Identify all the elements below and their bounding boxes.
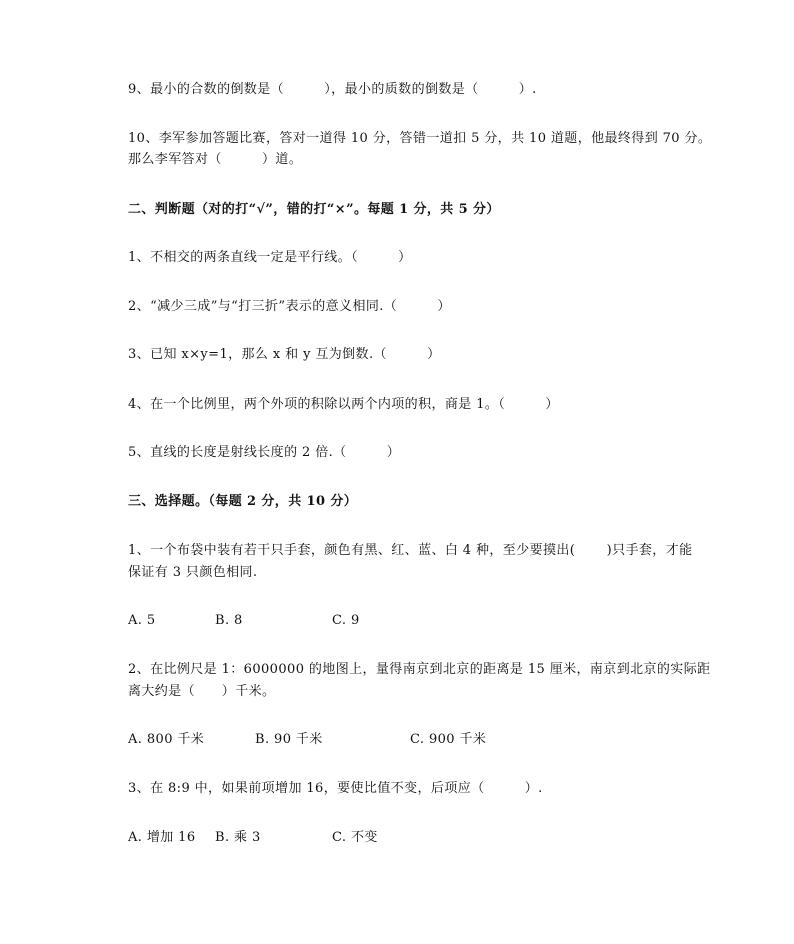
choice-q1-option-c: C. 9 [332, 613, 360, 628]
choice-q1-line-1: 1、一个布袋中装有若干只手套，颜色有黑、红、蓝、白 4 种，至少要摸出( )只手套，才能 [128, 543, 693, 558]
judge-item-4: 4、在一个比例里，两个外项的积除以两个内项的积，商是 1。（ ） [128, 397, 559, 412]
question-10-line-1: 10、李军参加答题比赛，答对一道得 10 分，答错一道扣 5 分，共 10 道题，他最终得到 70 分。 [128, 131, 712, 146]
choice-q1-option-a: A. 5 [128, 613, 156, 628]
judge-item-1: 1、不相交的两条直线一定是平行线。（ ） [128, 250, 412, 265]
choice-q3-option-b: B. 乘 3 [215, 830, 261, 845]
choice-q3-line-1: 3、在 8:9 中，如果前项增加 16，要使比值不变，后项应（ ）. [128, 781, 543, 796]
judge-item-3: 3、已知 x×y=1，那么 x 和 y 互为倒数.（ ） [128, 347, 441, 362]
judge-item-2: 2、“减少三成”与“打三折”表示的意义相同.（ ） [128, 299, 451, 314]
judge-section-heading: 二、判断题（对的打“√”，错的打“×”。每题 1 分，共 5 分） [128, 202, 500, 217]
choice-q1-line-2: 保证有 3 只颜色相同. [128, 565, 258, 580]
choice-q2-option-b: B. 90 千米 [255, 732, 323, 747]
choice-section-heading: 三、选择题。（每题 2 分，共 10 分） [128, 494, 358, 509]
choice-q1-option-b: B. 8 [215, 613, 243, 628]
judge-item-5: 5、直线的长度是射线长度的 2 倍.（ ） [128, 445, 401, 460]
choice-q2-option-c: C. 900 千米 [410, 732, 487, 747]
choice-q3-option-c: C. 不变 [332, 830, 378, 845]
choice-q2-option-a: A. 800 千米 [128, 732, 205, 747]
question-10-line-2: 那么李军答对（ ）道。 [128, 152, 303, 167]
choice-q2-line-2: 离大约是（ ）千米。 [128, 684, 276, 699]
choice-q2-line-1: 2、在比例尺是 1：6000000 的地图上，量得南京到北京的距离是 15 厘米，南京到北京的实际距 [128, 662, 711, 677]
question-9: 9、最小的合数的倒数是（ ），最小的质数的倒数是（ ）. [128, 82, 537, 97]
choice-q3-option-a: A. 增加 16 [128, 830, 196, 845]
